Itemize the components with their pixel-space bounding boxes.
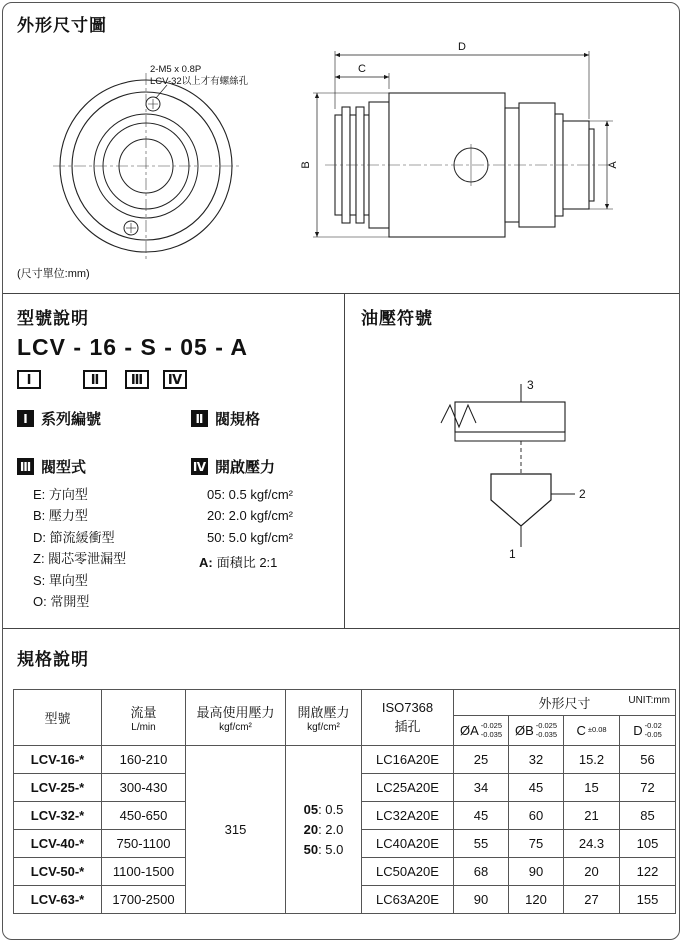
dim-c-cell: 15.2 — [564, 746, 620, 774]
model-and-symbol-section — [3, 293, 679, 628]
model-cell: LCV-40-* — [14, 830, 102, 858]
roman-badge-3: Ⅲ — [17, 458, 34, 475]
port-label-1: 1 — [509, 547, 516, 561]
roman-badge-2: Ⅱ — [191, 410, 208, 427]
col-header-dim-b: ØB -0.025 -0.035 — [509, 716, 564, 746]
dim-a-cell: 90 — [454, 886, 509, 914]
col-header-dim-a: ØA -0.025 -0.035 — [454, 716, 509, 746]
list-item: Z: 閥芯零泄漏型 — [33, 551, 127, 567]
model-cell: LCV-16-* — [14, 746, 102, 774]
dim-d-cell: 155 — [620, 886, 676, 914]
front-view-drawing — [53, 73, 239, 259]
screw-annotation-line2: LCV-32以上才有螺絲孔 — [150, 76, 249, 87]
dim-c-cell: 27 — [564, 886, 620, 914]
dim-a-cell: 25 — [454, 746, 509, 774]
flow-cell: 300-430 — [102, 774, 186, 802]
col-header-max-pressure: 最高使用壓力 kgf/cm² — [186, 690, 286, 746]
dim-c-cell: 21 — [564, 802, 620, 830]
col-header-iso: ISO7368 插孔 — [362, 690, 454, 746]
specification-section — [3, 628, 679, 940]
list-item: 20: 2.0 kgf/cm² — [207, 508, 293, 524]
dim-b-cell: 45 — [509, 774, 564, 802]
col-header-dim-c: C ±0.08 — [564, 716, 620, 746]
dim-c-cell: 15 — [564, 774, 620, 802]
dim-b-cell: 75 — [509, 830, 564, 858]
dim-label-d: D — [458, 41, 466, 53]
spec-table — [13, 689, 676, 914]
iso-cell: LC25A20E — [362, 774, 454, 802]
port-label-2: 2 — [579, 487, 586, 501]
roman-box-2: Ⅱ — [83, 370, 107, 389]
col-header-flow: 流量 L/min — [102, 690, 186, 746]
model-cell: LCV-25-* — [14, 774, 102, 802]
port-label-3: 3 — [527, 378, 534, 392]
dim-b-cell: 60 — [509, 802, 564, 830]
iso-cell: LC50A20E — [362, 858, 454, 886]
model-code-panel — [3, 294, 345, 628]
list-item: E: 方向型 — [33, 487, 88, 502]
list-item: O: 常開型 — [33, 594, 90, 610]
flow-cell: 450-650 — [102, 802, 186, 830]
section-title-symbol: 油壓符號 — [361, 309, 433, 328]
open-pressure-cell: 05: 0.5 20: 2.0 50: 5.0 — [286, 746, 362, 914]
dim-a-cell: 34 — [454, 774, 509, 802]
dim-d-cell: 56 — [620, 746, 676, 774]
max-pressure-cell: 315 — [186, 746, 286, 914]
legend-pressure — [191, 456, 275, 477]
legend-size — [191, 408, 260, 429]
col-header-model: 型號 — [14, 690, 102, 746]
unit-label: UNIT:mm — [628, 695, 671, 706]
dim-b-cell: 120 — [509, 886, 564, 914]
dim-b-cell: 32 — [509, 746, 564, 774]
flow-cell: 1700-2500 — [102, 886, 186, 914]
col-header-dims-group: 外形尺寸 UNIT:mm — [454, 690, 676, 716]
area-ratio-key: A: — [199, 555, 213, 570]
list-item: 05: 0.5 kgf/cm² — [207, 487, 293, 502]
iso-cell: LC32A20E — [362, 802, 454, 830]
table-row — [14, 746, 676, 774]
col-header-open-pressure: 開啟壓力 kgf/cm² — [286, 690, 362, 746]
legend-series-label: 系列編號 — [41, 411, 102, 428]
list-item: B: 壓力型 — [33, 508, 88, 524]
dim-d-cell: 85 — [620, 802, 676, 830]
dim-c-cell: 24.3 — [564, 830, 620, 858]
poppet-icon — [491, 474, 551, 526]
dim-d-cell: 105 — [620, 830, 676, 858]
legend-series — [17, 408, 101, 429]
dimension-unit-note: (尺寸單位:mm) — [17, 268, 90, 280]
dim-a-cell: 68 — [454, 858, 509, 886]
dim-a-cell: 55 — [454, 830, 509, 858]
area-ratio-value: 面積比 2:1 — [216, 555, 278, 570]
iso-cell: LC16A20E — [362, 746, 454, 774]
roman-box-1: Ⅰ — [17, 370, 41, 389]
screw-annotation-line1: 2-M5 x 0.8P — [150, 64, 202, 75]
list-item: D: 節流緩衝型 — [33, 529, 115, 545]
roman-badge-1: Ⅰ — [17, 410, 34, 427]
dim-c-cell: 20 — [564, 858, 620, 886]
legend-pressure-label: 開啟壓力 — [215, 459, 276, 476]
model-cell: LCV-32-* — [14, 802, 102, 830]
valve-type-list — [33, 484, 126, 612]
dim-d-cell: 122 — [620, 858, 676, 886]
flow-cell: 160-210 — [102, 746, 186, 774]
list-item: 50: 5.0 kgf/cm² — [207, 529, 293, 545]
section-title-outline: 外形尺寸圖 — [17, 16, 107, 35]
roman-box-4: Ⅳ — [163, 370, 187, 389]
dim-label-b: B — [300, 161, 312, 169]
dim-a-cell: 45 — [454, 802, 509, 830]
legend-type-label: 閥型式 — [41, 459, 87, 476]
roman-box-3: Ⅲ — [125, 370, 149, 389]
dim-label-a: A — [607, 161, 619, 169]
spring-icon — [441, 405, 476, 427]
model-cell: LCV-63-* — [14, 886, 102, 914]
iso-cell: LC40A20E — [362, 830, 454, 858]
dim-b-cell: 90 — [509, 858, 564, 886]
flow-cell: 750-1100 — [102, 830, 186, 858]
outline-drawings — [3, 38, 680, 263]
iso-cell: LC63A20E — [362, 886, 454, 914]
screw-hole-icon — [124, 221, 138, 235]
list-item: S: 單向型 — [33, 572, 88, 588]
legend-type — [17, 456, 86, 477]
datasheet-page — [2, 2, 680, 940]
dim-d-cell: 72 — [620, 774, 676, 802]
area-ratio-note — [199, 552, 277, 571]
hydraulic-symbol-drawing — [433, 359, 680, 569]
section-title-spec: 規格說明 — [17, 650, 89, 669]
dim-label-c: C — [358, 63, 366, 75]
hydraulic-symbol-panel — [345, 294, 680, 628]
opening-pressure-list — [207, 484, 293, 548]
center-lines — [53, 73, 239, 259]
screw-hole-icon — [146, 97, 160, 111]
roman-badge-4: Ⅳ — [192, 459, 207, 474]
col-header-dim-d: D -0.02 -0.05 — [620, 716, 676, 746]
model-code: LCV - 16 - S - 05 - A — [17, 334, 249, 360]
section-title-model: 型號說明 — [17, 309, 89, 328]
model-cell: LCV-50-* — [14, 858, 102, 886]
legend-size-label: 閥規格 — [215, 411, 261, 428]
outline-dimension-section — [3, 3, 679, 293]
flow-cell: 1100-1500 — [102, 858, 186, 886]
